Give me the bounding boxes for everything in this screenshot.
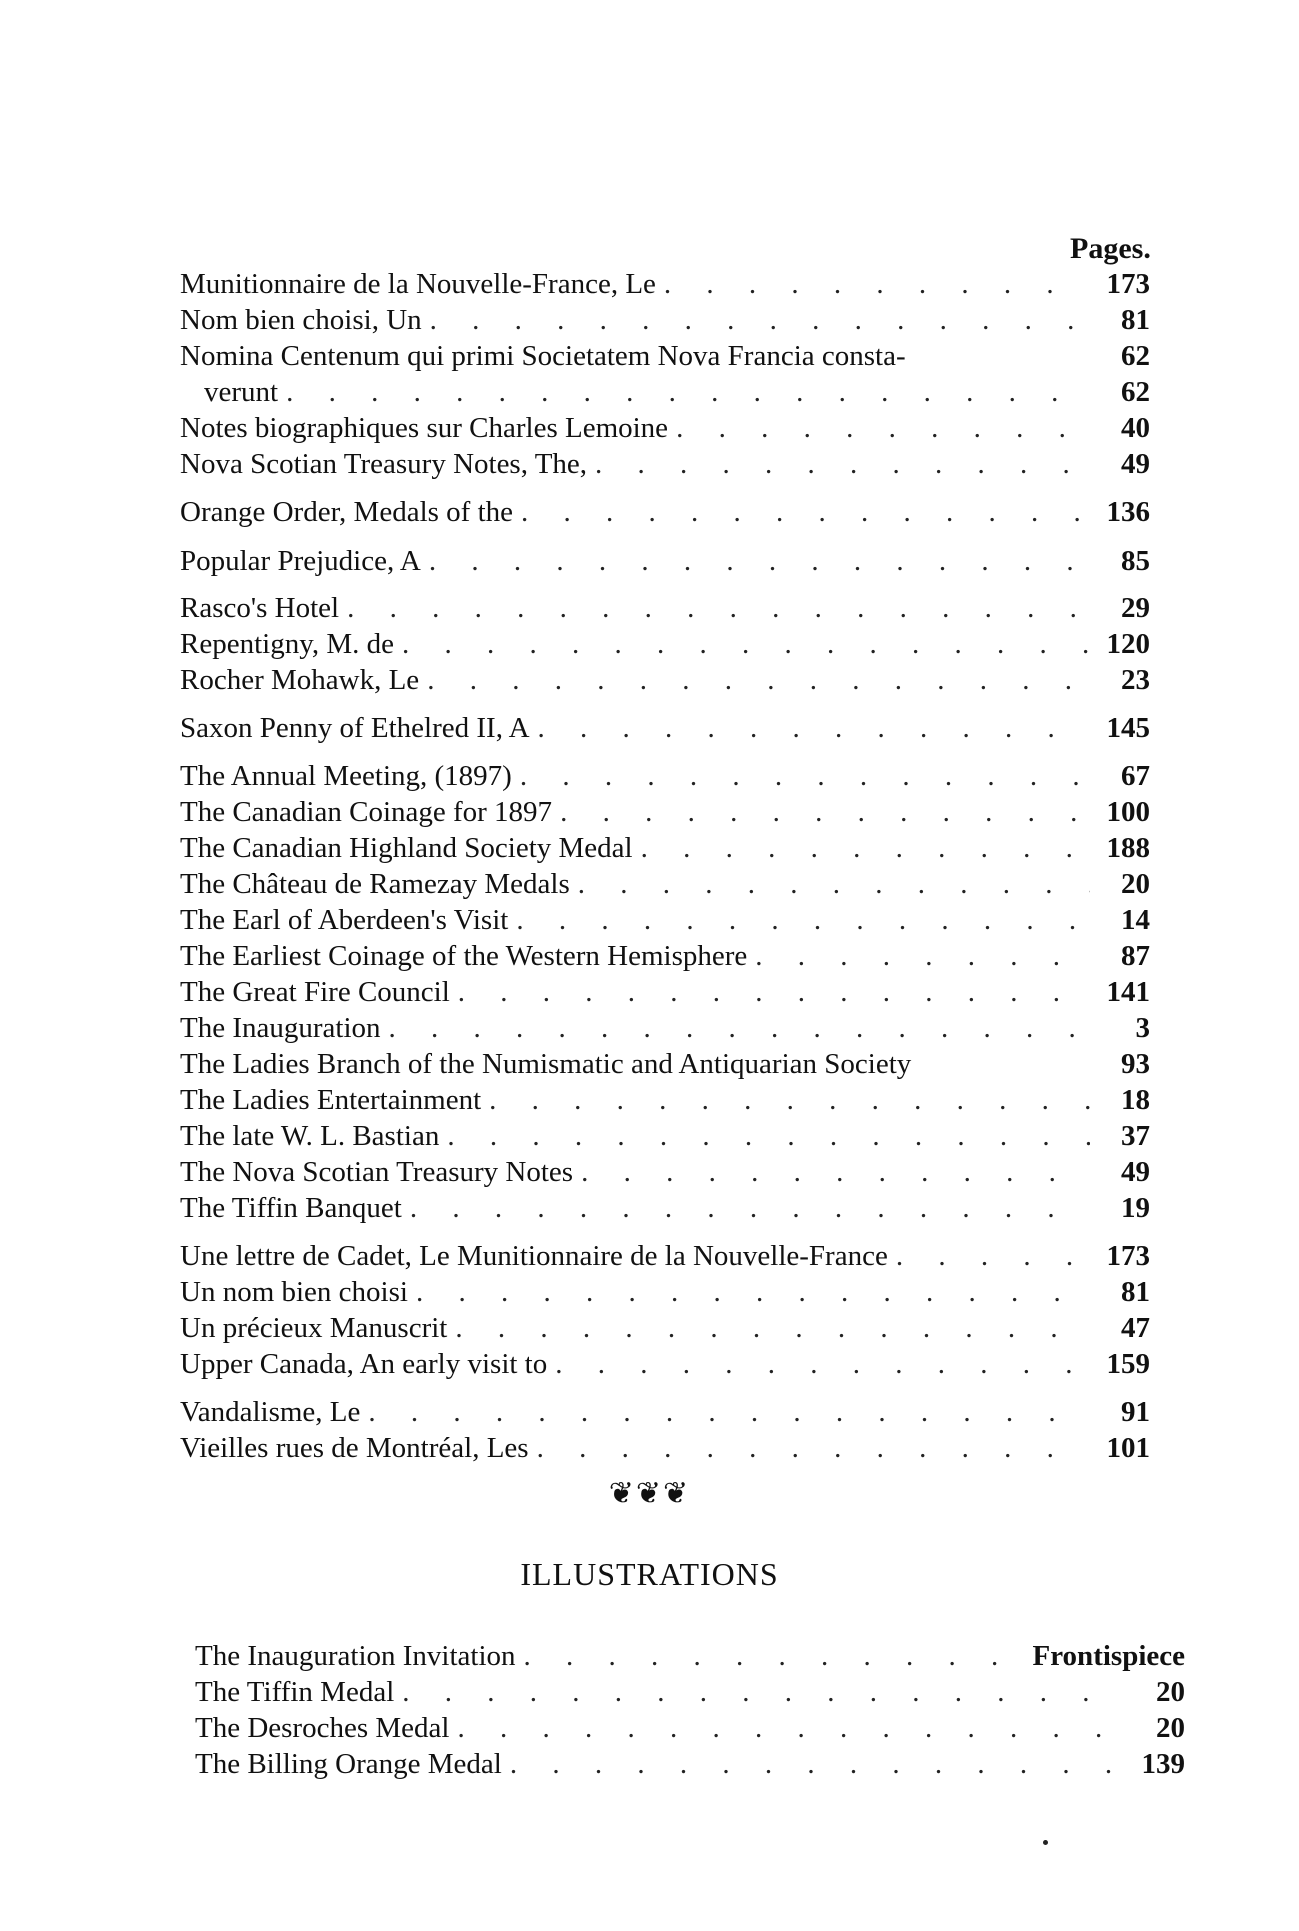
entry-title: The Great Fire Council — [180, 976, 450, 1008]
entry-title: verunt — [204, 376, 279, 408]
dot-leader — [664, 268, 1090, 301]
dot-leader — [347, 592, 1090, 625]
index-entry — [180, 1396, 1150, 1432]
entry-title: The Canadian Coinage for 1897 — [180, 796, 553, 828]
index-entry — [180, 1192, 1150, 1228]
dot-leader — [755, 940, 1090, 973]
dot-leader — [429, 545, 1090, 578]
entry-page: 62 — [1121, 340, 1150, 372]
index-entry — [180, 304, 1150, 340]
dot-leader — [537, 1432, 1090, 1465]
dot-leader — [410, 1192, 1090, 1225]
entry-page: 81 — [1121, 304, 1150, 336]
dot-leader — [521, 496, 1090, 529]
illustration-entry — [195, 1676, 1185, 1712]
index-entry — [180, 628, 1150, 664]
entry-title: The Ladies Branch of the Numismatic and Antiquarian Society — [180, 1048, 912, 1080]
index-entry — [180, 340, 1150, 376]
dot-leader — [676, 412, 1090, 445]
entry-title: The late W. L. Bastian — [180, 1120, 440, 1152]
dot-leader — [286, 376, 1090, 409]
index-entry — [180, 712, 1150, 748]
dot-leader — [368, 1396, 1090, 1429]
ink-speck — [1043, 1840, 1048, 1845]
index-entry — [180, 1276, 1150, 1312]
index-entry — [180, 868, 1150, 904]
entry-title: The Billing Orange Medal — [195, 1748, 502, 1780]
index-entry — [180, 376, 1150, 412]
index-entry — [180, 904, 1150, 940]
entry-page: 120 — [1106, 628, 1150, 660]
entry-page: 20 — [1121, 868, 1150, 900]
entry-title: The Inauguration Invitation — [195, 1640, 516, 1672]
pages-column-header: Pages. — [1070, 232, 1151, 265]
entry-title: Vieilles rues de Montréal, Les — [180, 1432, 529, 1464]
entry-title: Orange Order, Medals of the — [180, 496, 514, 528]
index-entry — [180, 1348, 1150, 1384]
entry-page: 29 — [1121, 592, 1150, 624]
dot-leader — [896, 1240, 1090, 1273]
illustration-entry — [195, 1712, 1185, 1748]
entry-title: The Ladies Entertainment — [180, 1084, 482, 1116]
entry-page: 141 — [1106, 976, 1150, 1008]
entry-page: 47 — [1121, 1312, 1150, 1344]
dot-leader — [641, 832, 1090, 865]
entry-title: The Desroches Medal — [195, 1712, 450, 1744]
entry-page: 91 — [1121, 1396, 1150, 1428]
entry-title: The Château de Ramezay Medals — [180, 868, 570, 900]
entry-page: 3 — [1135, 1012, 1150, 1044]
dot-leader — [458, 976, 1090, 1009]
index-entry — [180, 760, 1150, 796]
dot-leader — [524, 1640, 1025, 1673]
index-entry — [180, 1312, 1150, 1348]
entry-page: 19 — [1121, 1192, 1150, 1224]
index-entry — [180, 1012, 1150, 1048]
index-entry — [180, 268, 1150, 304]
index-entry — [180, 1084, 1150, 1120]
index-entry — [180, 940, 1150, 976]
index-entry — [180, 976, 1150, 1012]
entry-page: 49 — [1121, 448, 1150, 480]
dot-leader — [516, 904, 1090, 937]
entry-title: The Earliest Coinage of the Western Hemisphere — [180, 940, 748, 972]
illustrations-heading: ILLUSTRATIONS — [520, 1556, 779, 1592]
entry-page: 188 — [1106, 832, 1150, 864]
dot-leader — [402, 628, 1090, 661]
entry-title: Nomina Centenum qui primi Societatem Nova Francia consta- — [180, 340, 906, 372]
index-entry — [180, 832, 1150, 868]
dot-leader — [430, 304, 1090, 337]
entry-title: The Canadian Highland Society Medal — [180, 832, 633, 864]
entry-title: Rocher Mohawk, Le — [180, 664, 420, 696]
illustration-entry — [195, 1748, 1185, 1784]
entry-title: The Inauguration — [180, 1012, 381, 1044]
dot-leader — [510, 1748, 1125, 1781]
entry-page: 173 — [1106, 1240, 1150, 1272]
index-entry — [180, 496, 1150, 532]
dot-leader — [581, 1156, 1090, 1189]
entry-title: Repentigny, M. de — [180, 628, 394, 660]
entry-title: Nom bien choisi, Un — [180, 304, 422, 336]
dot-leader — [402, 1676, 1125, 1709]
dot-leader — [555, 1348, 1090, 1381]
entry-title: The Tiffin Medal — [195, 1676, 395, 1708]
dot-leader — [389, 1012, 1090, 1045]
entry-title: Nova Scotian Treasury Notes, The, — [180, 448, 588, 480]
entry-title: Upper Canada, An early visit to — [180, 1348, 548, 1380]
entry-page: 20 — [1156, 1712, 1185, 1744]
fleuron-ornament: ❦❦❦ — [608, 1477, 691, 1510]
index-entry — [180, 664, 1150, 700]
entry-title: Munitionnaire de la Nouvelle-France, Le — [180, 268, 656, 300]
index-entry — [180, 545, 1150, 581]
entry-page: 23 — [1121, 664, 1150, 696]
index-entry — [180, 1240, 1150, 1276]
dot-leader — [489, 1084, 1090, 1117]
index-entry — [180, 412, 1150, 448]
entry-page: 20 — [1156, 1676, 1185, 1708]
index-entry — [180, 592, 1150, 628]
entry-page: 93 — [1121, 1048, 1150, 1080]
entry-page: 40 — [1121, 412, 1150, 444]
entry-title: The Earl of Aberdeen's Visit — [180, 904, 509, 936]
dot-leader — [447, 1120, 1090, 1153]
entry-page: 159 — [1106, 1348, 1150, 1380]
index-entry — [180, 1048, 1150, 1084]
index-entry — [180, 448, 1150, 484]
entry-page: 139 — [1141, 1748, 1185, 1780]
entry-title: Saxon Penny of Ethelred II, A — [180, 712, 530, 744]
entry-page: 67 — [1121, 760, 1150, 792]
dot-leader — [416, 1276, 1090, 1309]
entry-page: 49 — [1121, 1156, 1150, 1188]
dot-leader — [560, 796, 1090, 829]
entry-title: The Tiffin Banquet — [180, 1192, 402, 1224]
entry-page: 37 — [1121, 1120, 1150, 1152]
entry-page: 62 — [1121, 376, 1150, 408]
index-entry — [180, 796, 1150, 832]
entry-title: The Nova Scotian Treasury Notes — [180, 1156, 574, 1188]
dot-leader — [457, 1712, 1125, 1745]
entry-title: Une lettre de Cadet, Le Munitionnaire de la Nouvelle-France — [180, 1240, 888, 1272]
dot-leader — [538, 712, 1090, 745]
entry-page: 145 — [1106, 712, 1150, 744]
dot-leader — [578, 868, 1090, 901]
entry-page: 18 — [1121, 1084, 1150, 1116]
entry-title: Vandalisme, Le — [180, 1396, 361, 1428]
entry-title: Popular Prejudice, A — [180, 545, 421, 577]
entry-page: 173 — [1106, 268, 1150, 300]
entry-title: The Annual Meeting, (1897) — [180, 760, 512, 792]
dot-leader — [427, 664, 1090, 697]
entry-page: 101 — [1106, 1432, 1150, 1464]
dot-leader — [595, 448, 1090, 481]
entry-page: 14 — [1121, 904, 1150, 936]
dot-leader — [455, 1312, 1090, 1345]
entry-title: Notes biographiques sur Charles Lemoine — [180, 412, 669, 444]
entry-page: 136 — [1106, 496, 1150, 528]
entry-title: Un nom bien choisi — [180, 1276, 408, 1308]
entry-page: 100 — [1106, 796, 1150, 828]
entry-page: 87 — [1121, 940, 1150, 972]
entry-page: Frontispiece — [1032, 1640, 1185, 1672]
illustration-entry — [195, 1640, 1185, 1676]
dot-leader — [520, 760, 1090, 793]
index-entry — [180, 1432, 1150, 1468]
index-entry — [180, 1120, 1150, 1156]
entry-page: 81 — [1121, 1276, 1150, 1308]
index-entry — [180, 1156, 1150, 1192]
entry-title: Un précieux Manuscrit — [180, 1312, 448, 1344]
entry-page: 85 — [1121, 545, 1150, 577]
entry-title: Rasco's Hotel — [180, 592, 340, 624]
